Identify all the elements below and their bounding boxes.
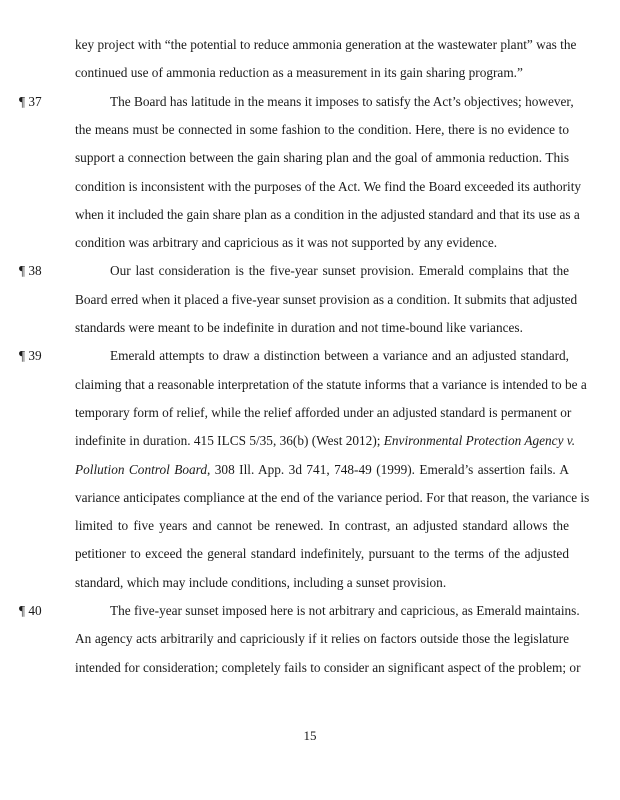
text-line: Emerald attempts to draw a distinction between a variance and an adjusted standard, bbox=[110, 348, 569, 364]
case-citation: Pollution Control Board bbox=[75, 461, 208, 477]
text-line: standards were meant to be indefinite in duration and not time-bound like variances. bbox=[75, 320, 523, 335]
text-line: key project with “the potential to reduce ammonia generation at the wastewater plant” was the bbox=[75, 37, 577, 52]
text-line: standard, which may include conditions, including a sunset provision. bbox=[75, 574, 447, 590]
text-line: support a connection between the gain sharing plan and the goal of ammonia reduction. This bbox=[75, 150, 569, 166]
text-line: petitioner to exceed the general standard indefinitely, pursuant to the terms of the adjusted bbox=[75, 546, 569, 562]
text-line: The Board has latitude in the means it imposes to satisfy the Act’s objectives; however, bbox=[110, 93, 574, 109]
paragraph-number: ¶ 37 bbox=[19, 93, 42, 109]
text-line: An agency acts arbitrarily and capriciously if it relies on factors outside those the legislature bbox=[75, 631, 569, 647]
text-line: when it included the gain share plan as a condition in the adjusted standard and that its use as a bbox=[75, 206, 580, 222]
text-line: Pollution Control Board, 308 Ill. App. 3d 741, 748-49 (1999). Emerald’s assertion fails. A bbox=[75, 461, 569, 477]
text-line: temporary form of relief, while the relief afforded under an adjusted standard is permanent or bbox=[75, 404, 572, 420]
text-line: continued use of ammonia reduction as a measurement in its gain sharing program.” bbox=[75, 65, 523, 81]
text-line: The five-year sunset imposed here is not arbitrary and capricious, as Emerald maintains. bbox=[110, 603, 580, 618]
text-line: limited to five years and cannot be renewed. In contrast, an adjusted standard allows the bbox=[75, 518, 569, 534]
paragraph-number: ¶ 38 bbox=[19, 263, 42, 279]
text-line: intended for consideration; completely fails to consider an significant aspect of the problem; or bbox=[75, 659, 581, 675]
paragraph-number: ¶ 40 bbox=[19, 603, 42, 618]
text-line: indefinite in duration. 415 ILCS 5/35, 36(b) (West 2012); Environmental Protection Agency v. bbox=[75, 433, 576, 449]
text-line: condition was arbitrary and capricious as it was not supported by any evidence. bbox=[75, 235, 498, 251]
text-line: the means must be connected in some fashion to the condition. Here, there is no evidence to bbox=[75, 121, 569, 137]
paragraph-number: ¶ 39 bbox=[19, 348, 42, 364]
text-line: Board erred when it placed a five-year sunset provision as a condition. It submits that adjusted bbox=[75, 291, 578, 307]
text-line: condition is inconsistent with the purposes of the Act. We find the Board exceeded its authority bbox=[75, 178, 582, 194]
text-line: variance anticipates compliance at the end of the variance period. For that reason, the variance is bbox=[75, 489, 590, 505]
case-citation: Environmental Protection Agency v. bbox=[383, 433, 576, 449]
text-line: Our last consideration is the five-year sunset provision. Emerald complains that the bbox=[110, 263, 569, 279]
page-number: 15 bbox=[303, 728, 317, 743]
text-line: claiming that a reasonable interpretation of the statute informs that a variance is intended to be a bbox=[75, 376, 587, 392]
